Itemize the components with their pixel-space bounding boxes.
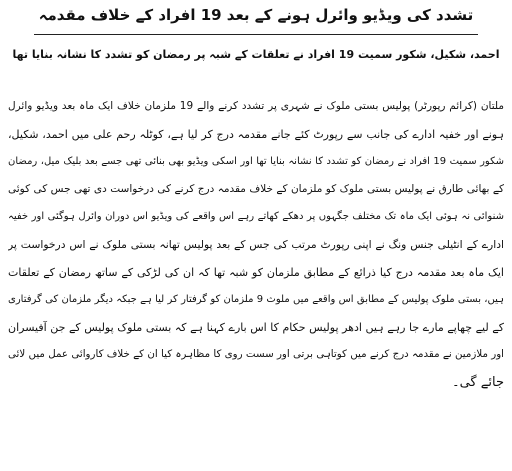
- article-subheadline: احمد، شکیل، شکور سمیت 19 افراد نے تعلقات کے شبہ پر رمضان کو تشدد کا نشانہ بنایا تھا: [12, 48, 500, 61]
- body-line: ملتان (کرائم رپورٹر) پولیس بستی ملوک نے شہری پر تشدد کرنے والے 19 ملزمان خلاف ایک ماہ بعد ویڈیو وائرل: [8, 100, 504, 112]
- body-line: ہونے اور خفیہ ادارے کی جانب سے رپورٹ کئے جانے مقدمہ درج کر لیا ہے، کوٹلہ رحم علی میں احمد، شکیل،: [8, 127, 504, 141]
- body-line: جائے گی۔: [451, 374, 504, 390]
- body-line: شکور سمیت 19 افراد نے رمضان کو تشدد کا نشانہ بنایا تھا اور اسکی ویڈیو بھی بنائی تھی جسے بعد بلیک میل، رمضان: [8, 156, 504, 168]
- body-line: شنوائی نہ ہوئی ایک ماہ تک مختلف جگہوں پر دھکے کھاتے رہے اس واقعے کی ویڈیو اس دوران وائرل ہوگئی اور خفیہ: [8, 211, 504, 223]
- body-line: کے بھائی طارق نے پولیس بستی ملوک کو ملزمان کے خلاف مقدمہ درج کرنے کی درخواست دی تھی جس کی کوئی: [8, 182, 504, 195]
- article-headline: تشدد کی ویڈیو وائرل ہونے کے بعد 19 افراد کے خلاف مقدمہ: [38, 6, 474, 24]
- headline-divider: [34, 34, 478, 35]
- body-line: کے لیے چھاپے مارے جا رہے ہیں ادھر پولیس حکام کا اس بارے کہنا ہے کہ بستی ملوک پولیس کے جن آفیسران: [8, 320, 504, 334]
- body-line: اور ملازمین نے مقدمہ درج کرنے میں کوتاہی برتی اور سست روی کا مظاہرہ کیا ان کے خلاف کاروائی عمل میں لائی: [8, 348, 504, 361]
- body-line: ادارے کے انٹیلی جنس ونگ نے اپنی رپورٹ مرتب کی جس کے بعد پولیس تھانہ بستی ملوک نے اس درخواست پر: [8, 237, 504, 251]
- article-body: [8, 93, 504, 397]
- body-line: ایک ماہ بعد مقدمہ درج کیا ذرائع کے مطابق ملزمان کو شبہ تھا کہ ان کی لڑکی کے ساتھ رمضان کے تعلقات: [8, 265, 504, 279]
- body-line: ہیں، بستی ملوک پولیس کے مطابق اس واقعے میں ملوث 9 ملزمان کو گرفتار کر لیا ہے جبکہ دیگر ملزمان کی گرفتاری: [8, 294, 504, 306]
